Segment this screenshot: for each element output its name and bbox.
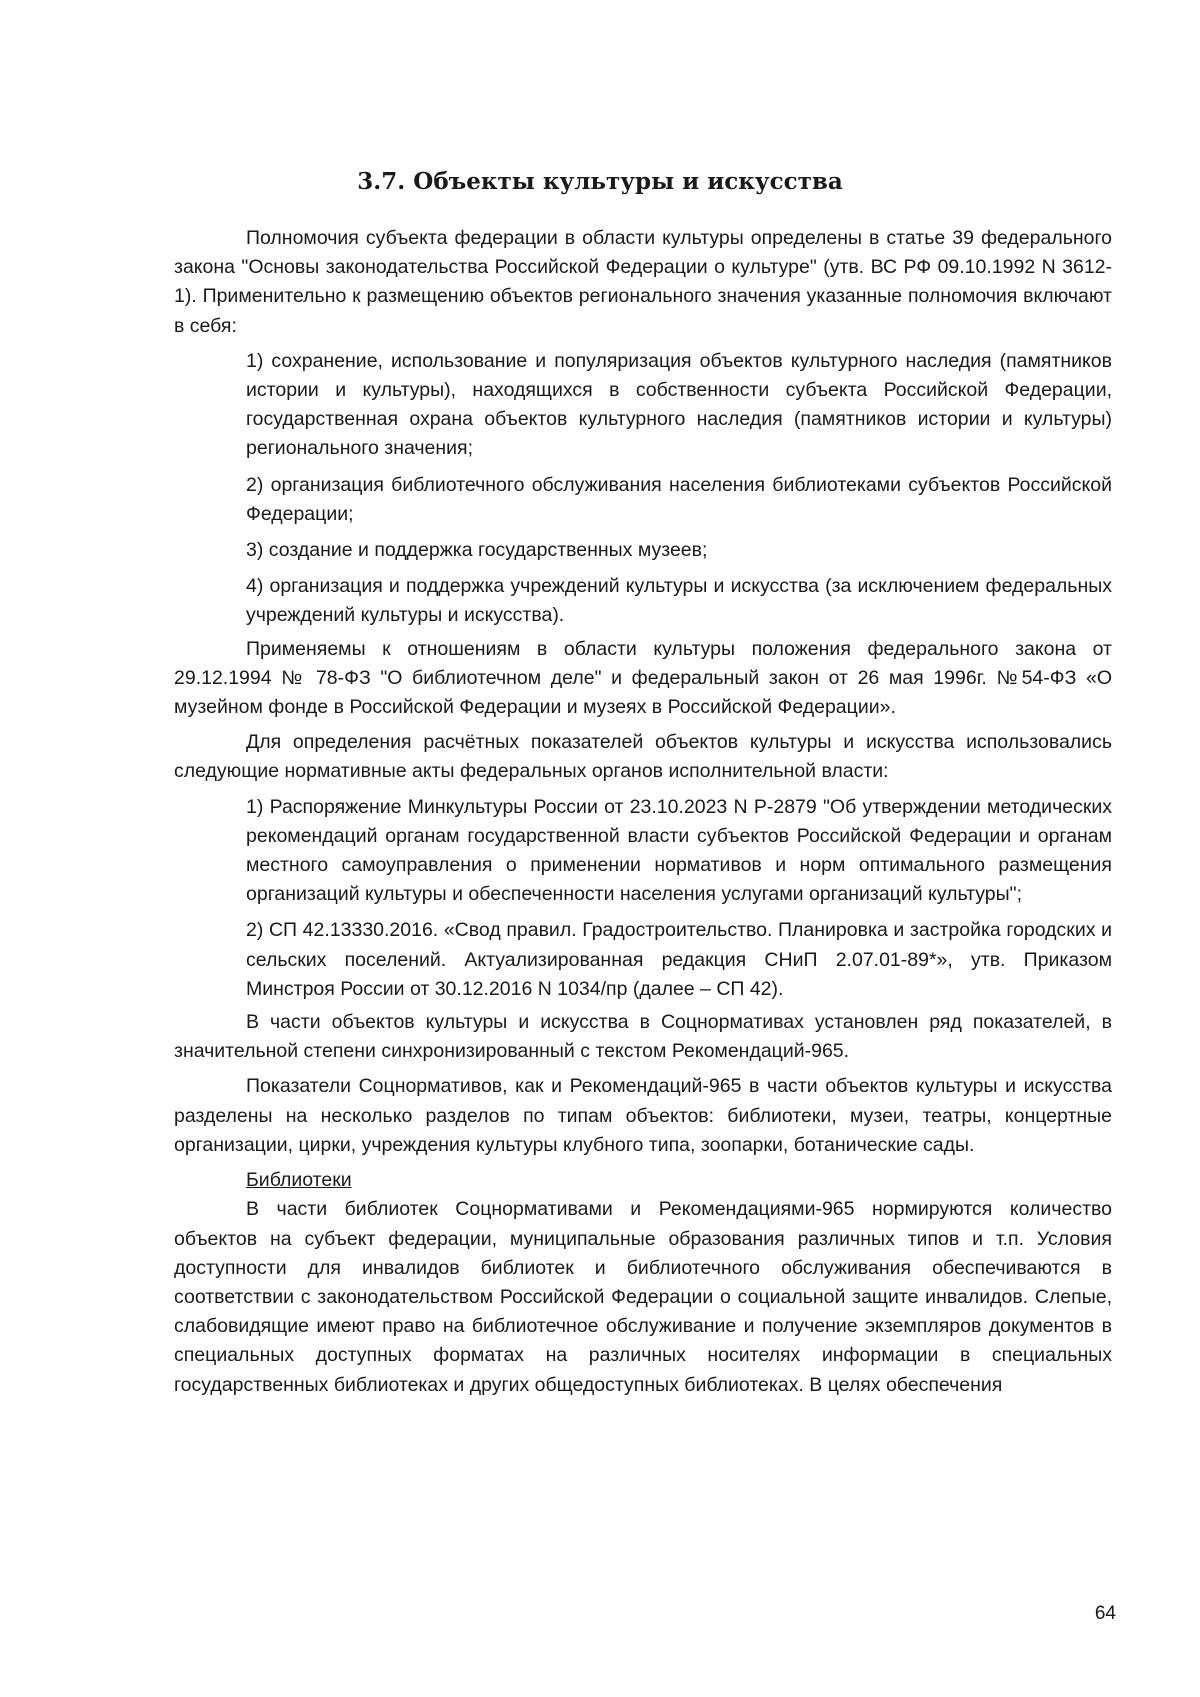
paragraph: В части объектов культуры и искусства в Соцнормативах установлен ряд показателей, в значительной степени синхронизированный с текстом Рекомендаций-965. [174, 1011, 1112, 1063]
section-title: 3.7. Объекты культуры и искусства [357, 168, 843, 195]
paragraph: Полномочия субъекта федерации в области культуры определены в статье 39 федерального закона "Основы законодательства Российской Федерации о культуре" (утв. ВС РФ 09.10.1992 N 3612-1). Применительно к размещению объектов регионального значения указанные полномочия включают в себя: [174, 227, 1112, 337]
list-item: 3) создание и поддержка государственных музеев; [246, 539, 708, 562]
list-item: 1) сохранение, использование и популяризация объектов культурного наследия (памятников истории и культуры), находящихся в собственности субъекта Российской Федерации, государственная охрана объектов культурного наследия (памятников истории и культуры) регионального значения; [246, 349, 1112, 460]
page-number: 64 [1094, 1603, 1116, 1624]
paragraph: Показатели Соцнормативов, как и Рекомендаций-965 в части объектов культуры и искусства разделены на несколько разделов по типам объектов: библиотеки, музеи, театры, концертные организации, цирки, учреждения культуры клубного типа, зоопарки, ботанические сады. [174, 1075, 1112, 1156]
subsection-heading: Библиотеки [246, 1169, 352, 1192]
list-item: 4) организация и поддержка учреждений культуры и искусства (за исключением федеральных учреждений культуры и искусства). [246, 575, 1112, 627]
paragraph: Применяемы к отношениям в области культуры положения федерального закона от 29.12.1994 № 78-ФЗ "О библиотечном деле" и федеральный закон от 26 мая 1996г. №54-ФЗ «О музейном фонде в Российской Федерации и музеях в Российской Федерации». [174, 637, 1112, 719]
paragraph: Для определения расчётных показателей объектов культуры и искусства использовались следующие нормативные акты федеральных органов исполнительной власти: [174, 731, 1112, 783]
list-item: 1) Распоряжение Минкультуры России от 23.10.2023 N Р-2879 "Об утверждении методических рекомендаций органам государственной власти субъектов Российской Федерации и органам местного самоуправления о применении нормативов и норм оптимального размещения организаций культуры и обеспеченности населения услугами организаций культуры"; [246, 795, 1112, 906]
list-item: 2) СП 42.13330.2016. «Свод правил. Градостроительство. Планировка и застройка городских и сельских поселений. Актуализированная редакция СНиП 2.07.01-89*», утв. Приказом Минстроя России от 30.12.2016 N 1034/пр (далее – СП 42). [246, 919, 1112, 1000]
paragraph: В части библиотек Соцнормативами и Рекомендациями-965 нормируются количество объектов на субъект федерации, муниципальные образования различных типов и т.п. Условия доступности для инвалидов библиотек и библиотечного обслуживания обеспечиваются в соответствии с законодательством Российской Федерации о социальной защите инвалидов. Слепые, слабовидящие имеют право на библиотечное обслуживание и получение экземпляров документов в специальных доступных форматах на различных носителях информации в специальных государственных библиотеках и других общедоступных библиотеках. В целях обеспечения [174, 1198, 1112, 1396]
list-item: 2) организация библиотечного обслуживания населения библиотеками субъектов Российской Федерации; [246, 473, 1112, 525]
document-body [174, 224, 1112, 1400]
